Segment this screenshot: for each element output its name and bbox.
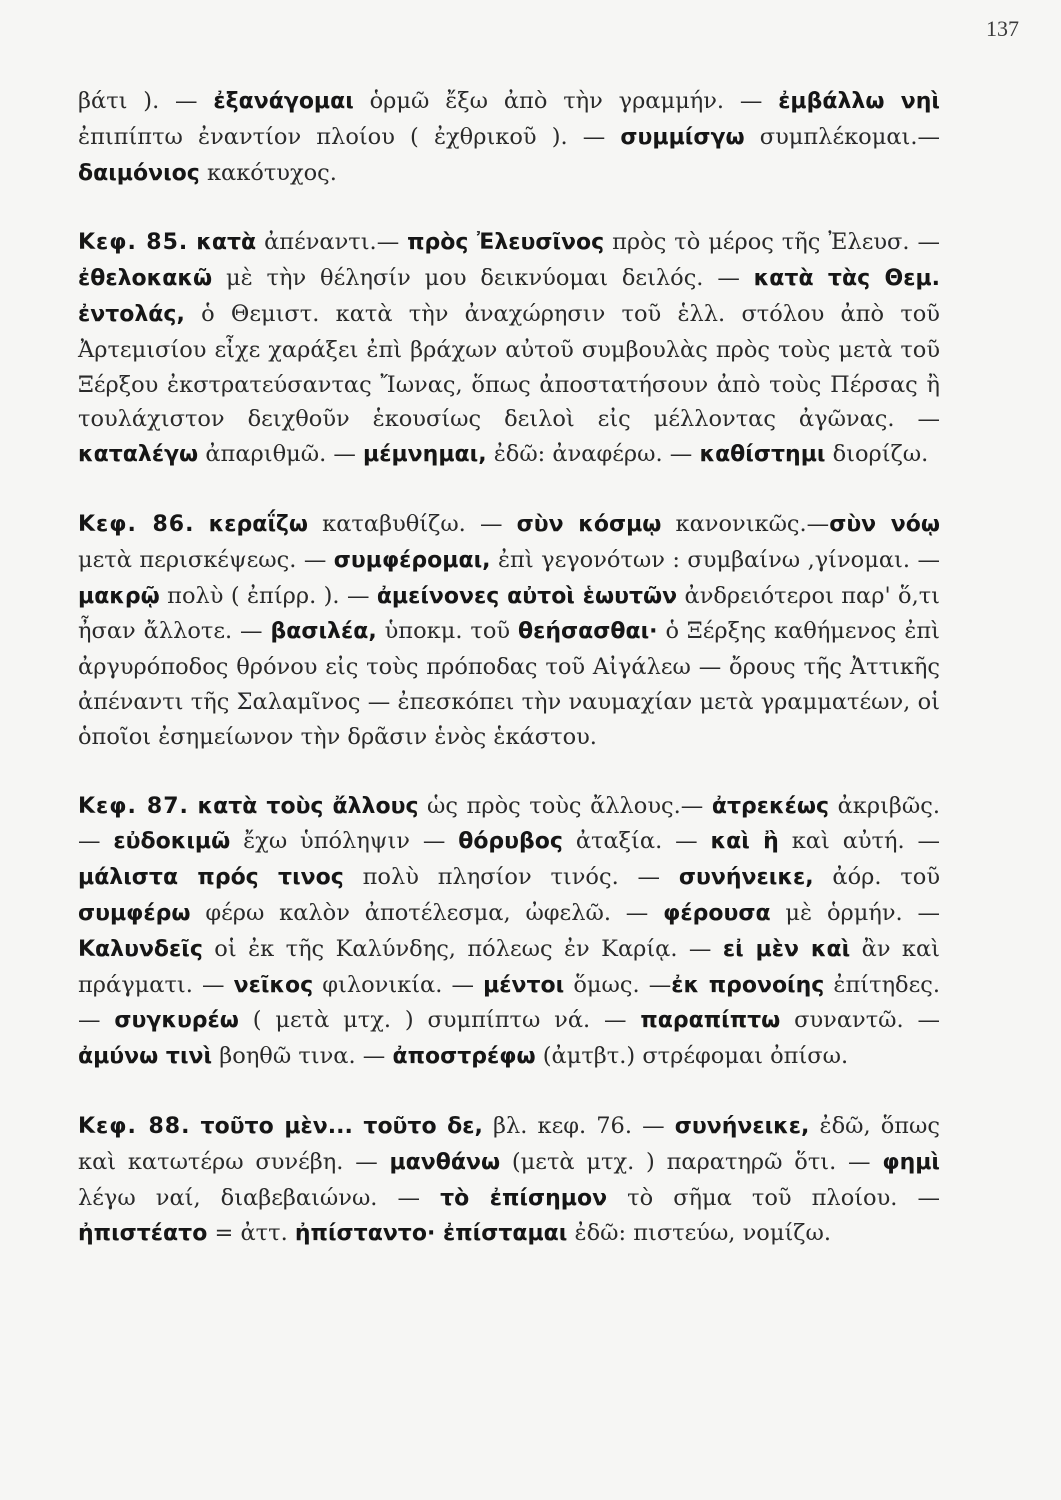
gloss-text: συμπλέκομαι.—	[744, 123, 940, 150]
gloss-text: τὸ σῆμα τοῦ πλοίου. —	[607, 1184, 940, 1211]
gloss-text: συναντῶ. —	[780, 1007, 940, 1034]
headword: μακρῷ	[78, 583, 160, 609]
headword: φημὶ	[882, 1149, 940, 1175]
headword: φέρουσα	[663, 900, 771, 926]
headword: νεῖκος	[233, 972, 314, 998]
headword: σὺν νόῳ	[829, 511, 941, 537]
gloss-text: κανονικῶς.—	[661, 510, 830, 537]
gloss-text: λέγω ναί, διαβεβαιώνω. —	[78, 1184, 441, 1211]
gloss-text: μὲ τὴν θέλησίν μου δεικνύομαι δειλός. —	[212, 265, 754, 292]
headword: ἠπιστέατο	[78, 1221, 208, 1247]
gloss-text: (μετὰ μτχ. ) παρατηρῶ ὅτι. —	[500, 1148, 883, 1175]
page-number: 137	[986, 16, 1019, 41]
headword: δαιμόνιος	[78, 160, 200, 186]
headword: ἐξανάγομαι	[213, 89, 354, 114]
headword: θόρυβος	[458, 829, 563, 855]
gloss-text: πολὺ πλησίον τινός. —	[343, 864, 679, 891]
gloss-text: ἂν καὶ πράγματι. —	[78, 935, 940, 998]
headword: τοῦτο μὲν... τοῦτο δε,	[200, 1113, 483, 1139]
gloss-text: φέρω καλὸν ἀποτέλεσμα, ὠφελῶ. —	[190, 899, 664, 926]
paragraph	[78, 507, 940, 755]
gloss-text: φιλονικία. —	[313, 971, 484, 998]
headword: συνήνεικε,	[674, 1113, 810, 1139]
headword: καταλέγω	[78, 442, 199, 468]
gloss-text: ὑποκμ. τοῦ	[376, 618, 518, 645]
headword: καθίστημι	[699, 442, 826, 468]
gloss-text: ( μετὰ μτχ. ) συμπίπτω νά. —	[238, 1007, 641, 1034]
gloss-text: καταβυθίζω. —	[308, 510, 517, 537]
gloss-text: ἐπὶ γεγονότων : συμβαίνω ,γίνομαι. —	[490, 546, 940, 573]
gloss-text: ἀκριβῶς. —	[78, 792, 940, 855]
headword: ἐμβάλλω νηὶ	[778, 89, 940, 114]
headword: πρὸς Ἐλευσῖνος	[407, 230, 605, 256]
gloss-text: ἐδῶ: πιστεύω, νομίζω.	[567, 1220, 831, 1247]
gloss-text: ἀπέναντι.—	[256, 229, 408, 256]
section-heading: Κεφ. 86.	[78, 511, 195, 537]
headword: βασιλέα,	[270, 619, 377, 645]
gloss-text: ἀόρ. τοῦ	[813, 864, 940, 891]
headword: εἰ μὲν καὶ	[722, 936, 851, 962]
headword: κατὰ τὰς Θεμ. ἐντολάς,	[78, 266, 940, 327]
gloss-text: ἐδῶ: ἀναφέρω. —	[486, 441, 700, 468]
gloss-text: βοηθῶ τινα. —	[212, 1043, 393, 1070]
gloss-text: πρὸς τὸ μέρος τῆς Ἐλευσ. —	[604, 229, 941, 256]
headword: συγκυρέω	[114, 1008, 239, 1034]
headword: τὸ ἐπίσημον	[440, 1185, 608, 1211]
headword: ἀτρεκέως	[711, 793, 830, 819]
gloss-text: κακότυχος.	[199, 159, 337, 186]
headword: μάλιστα πρός τινος	[78, 865, 344, 891]
gloss-text: οἱ ἐκ τῆς Καλύνδης, πόλεως ἐν Καρίᾳ. —	[202, 935, 723, 962]
gloss-text: καὶ αὐτή. —	[778, 828, 941, 855]
page-body	[78, 84, 940, 1252]
headword: καὶ ἢ	[710, 829, 779, 855]
gloss-text: ὡς πρὸς τοὺς ἄλλους.—	[418, 792, 712, 819]
headword: ἠπίσταντο· ἐπίσταμαι	[294, 1221, 568, 1247]
gloss-text: ἐπίτηδες. —	[78, 971, 941, 1034]
gloss-text: μὲ ὁρμήν. —	[770, 899, 940, 926]
gloss-text: ὁ Θεμιστ. κατὰ τὴν ἀναχώρησιν τοῦ ἑλλ. στόλου ἀπὸ τοῦ Ἀρτεμισίου εἶχε χαράξει ἐπὶ βράχων αὐτοῦ συμβουλὰς πρὸς τοὺς μετὰ τοῦ Ξέρξου ἐκστρατεύσαντας Ἴωνας, ὅπως ἀποστατήσουν ἀπὸ τοὺς Πέρσας ἢ τουλάχιστον δειχθοῦν ἑκουσίως δειλοὶ εἰς μέλλοντας ἀγῶνας. —	[78, 300, 940, 433]
headword: σὺν κόσμῳ	[516, 511, 662, 537]
headword: εὐδοκιμῶ	[113, 829, 231, 855]
headword: ἐκ προνοίης	[671, 972, 825, 998]
gloss-text: ἀπαριθμῶ. —	[198, 441, 364, 468]
paragraph	[78, 1109, 940, 1252]
headword: συμφέρομαι,	[333, 547, 491, 573]
headword: μέμνημαι,	[363, 442, 487, 468]
headword: ἀποστρέφω	[392, 1044, 536, 1070]
gloss-text: ὅμως. —	[564, 971, 672, 998]
gloss-text: πολὺ ( ἐπίρρ. ). —	[159, 582, 377, 609]
headword: παραπίπτω	[640, 1008, 781, 1034]
paragraph	[78, 789, 940, 1075]
gloss-text: διορίζω.	[825, 441, 929, 468]
headword: ἀμύνω τινὶ	[78, 1044, 213, 1070]
section-heading: Κεφ. 87.	[78, 793, 189, 819]
headword: μανθάνω	[389, 1149, 501, 1175]
gloss-text: ἀταξία. —	[562, 828, 711, 855]
gloss-text: ἔχω ὑπόληψιν —	[230, 828, 459, 855]
headword: ἐθελοκακῶ	[78, 266, 213, 292]
headword: μέντοι	[483, 972, 565, 998]
gloss-text: βλ. κεφ. 76. —	[482, 1112, 675, 1139]
headword: κεραΐζω	[208, 511, 309, 537]
headword: θεήσασθαι·	[517, 619, 658, 645]
headword: ἀμείνονες αὐτοὶ ἑωυτῶν	[376, 583, 678, 609]
gloss-text: (ἀμτβτ.) στρέφομαι ὀπίσω.	[535, 1043, 849, 1070]
headword: κατὰ τοὺς ἄλλους	[197, 793, 419, 819]
section-heading: Κεφ. 85.	[78, 230, 189, 256]
headword: συνήνεικε,	[678, 865, 814, 891]
section-heading: Κεφ. 88.	[78, 1113, 191, 1139]
headword: συμμίσγω	[620, 124, 745, 150]
headword: συμφέρω	[78, 900, 191, 926]
gloss-text: μετὰ περισκέψεως. —	[78, 546, 334, 573]
gloss-text: ὁ Ξέρξης καθήμενος ἐπὶ ἀργυρόποδος θρόνου εἰς τοὺς πρόποδας τοῦ Αἰγάλεω — ὄρους τῆς Ἀττικῆς ἀπέναντι τῆς Σαλαμῖνος — ἐπεσκόπει τὴν ναυμαχίαν μετὰ γραμματέων, οἱ ὁποῖοι ἐσημείωνον τὴν δρᾶσιν ἑνὸς ἑκάστου.	[78, 618, 940, 750]
gloss-text: ἐδῶ, ὅπως καὶ κατωτέρω συνέβη. —	[78, 1112, 940, 1175]
headword: Καλυνδεῖς	[78, 936, 203, 962]
gloss-text: ἐπιπίπτω ἐναντίον πλοίου ( ἐχθρικοῦ ). —	[78, 123, 621, 150]
gloss-text: ἀνδρειότεροι παρ' ὅ,τι ἦσαν ἄλλοτε. —	[78, 582, 940, 645]
paragraph	[78, 84, 940, 191]
headword: κατὰ	[196, 230, 257, 256]
paragraph	[78, 225, 940, 473]
gloss-text: βάτι ). —	[78, 88, 214, 114]
gloss-text: = ἀττ.	[207, 1220, 295, 1247]
gloss-text: ὁρμῶ ἔξω ἀπὸ τὴν γραμμήν. —	[353, 88, 779, 114]
